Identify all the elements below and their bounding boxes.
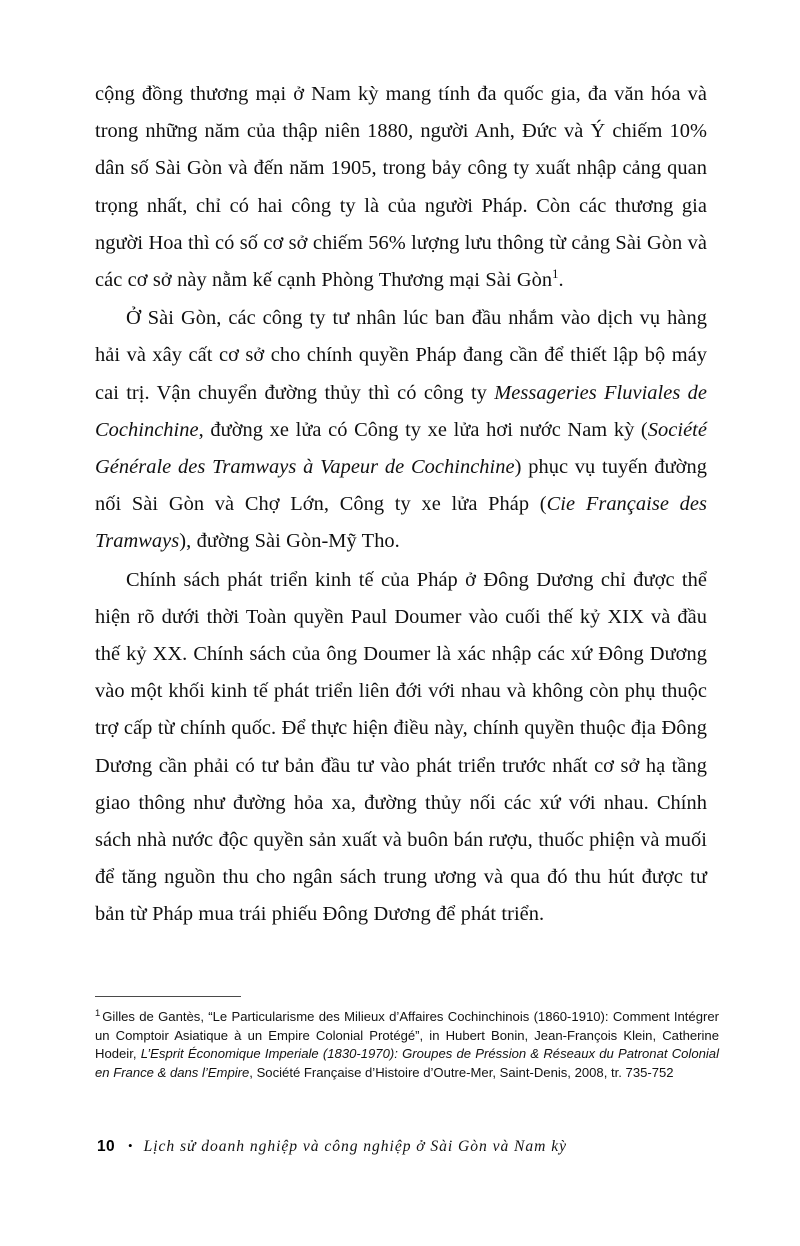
italic-run: L’Esprit Économique Imperiale (1830-1970): Groupes de Préssion & Réseaux du Patronat Colonial en France & dans l’Empire: [95, 1046, 720, 1080]
text-run: Gilles de Gantès, “Le Particularisme des Milieux d’Affaires Cochinchinois (1860-1910): Comment Intégrer un Comptoir Asiatique à un Empire Colonial Protégé”, in Hubert Bonin, Jean-François Klein, Catherine Hodeir,: [95, 1009, 719, 1062]
footnote-separator-rule: [95, 996, 241, 997]
paragraph-3: [95, 562, 707, 934]
italic-run: Société Générale des Tramways à Vapeur de Cochinchine: [95, 418, 707, 479]
paragraph-1: [95, 76, 707, 299]
page-footer: [97, 1138, 567, 1156]
body-text-column: [95, 76, 707, 934]
text-run: , Société Française d’Histoire d’Outre-Mer, Saint-Denis, 2008, tr. 735-752: [249, 1064, 674, 1080]
footnote-number: 1: [95, 1006, 101, 1018]
footnote-reference-marker: 1: [552, 267, 559, 282]
bullet-separator-icon: •: [128, 1138, 133, 1153]
footnote-area: [95, 996, 719, 1082]
text-run: , đường xe lửa có Công ty xe lửa hơi nước Nam kỳ (: [198, 418, 648, 441]
text-run: .: [558, 269, 564, 292]
text-run: cộng đồng thương mại ở Nam kỳ mang tính đa quốc gia, đa văn hóa và trong những năm của thập niên 1880, người Anh, Đức và Ý chiếm 10% dân số Sài Gòn và đến năm 1905, trong bảy công ty xuất nhập cảng quan trọng nhất, chỉ có hai công ty là của người Pháp. Còn các thương gia người Hoa thì có số cơ sở chiếm 56% lượng lưu thông từ cảng Sài Gòn và các cơ sở này nằm kế cạnh Phòng Thương mại Sài Gòn: [95, 83, 707, 292]
text-run: Chính sách phát triển kinh tế của Pháp ở Đông Dương chỉ được thể hiện rõ dưới thời Toàn quyền Paul Doumer vào cuối thế kỷ XIX và đầu thế kỷ XX. Chính sách của ông Doumer là xác nhập các xứ Đông Dương vào một khối kinh tế phát triển liên đới với nhau và không còn phụ thuộc trợ cấp từ chính quốc. Để thực hiện điều này, chính quyền thuộc địa Đông Dương cần phải có tư bản đầu tư vào phát triển trước nhất cơ sở hạ tầng giao thông như đường hỏa xa, đường thủy nối các xứ với nhau. Chính sách nhà nước độc quyền sản xuất và buôn bán rượu, thuốc phiện và muối để tăng nguồn thu cho ngân sách trung ương và qua đó thu hút được tư bản từ Pháp mua trái phiếu Đông Dương để phát triển.: [95, 568, 707, 926]
paragraph-2: [95, 300, 707, 560]
italic-run: Cie Française des Tramways: [95, 493, 707, 553]
running-title: Lịch sử doanh nghiệp và công nghiệp ở Sài Gòn và Nam kỳ: [143, 1138, 567, 1155]
text-run: ) phục vụ tuyến đường nối Sài Gòn và Chợ Lớn, Công ty xe lửa Pháp (: [95, 456, 708, 516]
text-run: ), đường Sài Gòn-Mỹ Tho.: [179, 530, 400, 553]
footnote-entry: [95, 1008, 719, 1082]
text-run: Ở Sài Gòn, các công ty tư nhân lúc ban đầu nhắm vào dịch vụ hàng hải và xây cất cơ sở cho chính quyền Pháp đang cần để thiết lập bộ máy cai trị. Vận chuyển đường thủy thì có công ty: [95, 307, 707, 404]
italic-run: Messageries Fluviales de Cochinchine: [95, 381, 707, 441]
page-number: 10: [97, 1138, 116, 1155]
